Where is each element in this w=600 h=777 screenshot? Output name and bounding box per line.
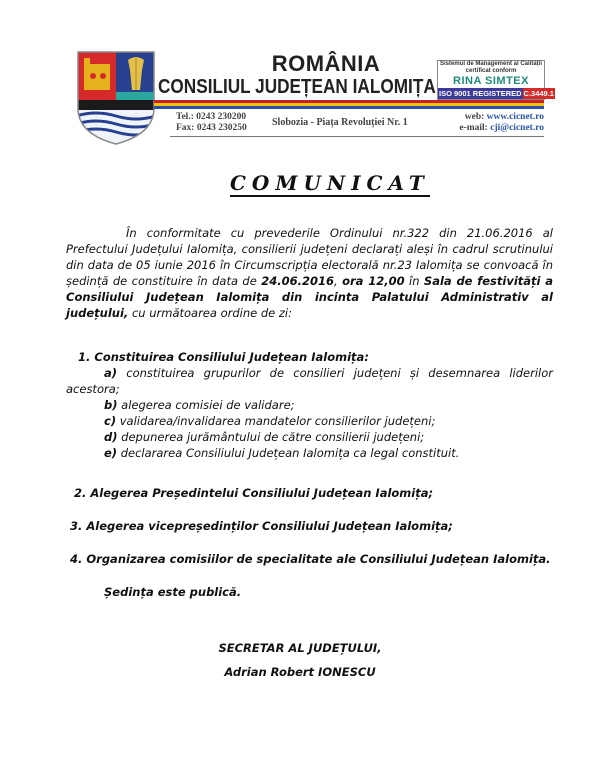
meeting-place: Sala de festivități a Consiliului Județean Ialomița din incinta Palatului Administrativ al județului,	[66, 274, 553, 320]
institution-title-wrap	[158, 76, 434, 98]
intro-text-4: cu următoarea ordine de zi:	[128, 306, 292, 320]
subitem-letter: a)	[104, 366, 118, 380]
cert-code: C.3449.1	[523, 89, 554, 98]
agenda-item-title: 1. Constituirea Consiliului Județean Ialomița:	[78, 350, 369, 364]
fax-number: Fax: 0243 230250	[176, 123, 247, 133]
letterhead	[76, 50, 554, 148]
phone-number: Tel.: 0243 230200	[176, 112, 247, 122]
cert-brand: RINA SIMTEX	[453, 75, 529, 87]
document-title: COMUNICAT	[230, 171, 430, 195]
subitem-text: alegerea comisiei de validare;	[117, 398, 295, 412]
web-link[interactable]: www.cicnet.ro	[486, 112, 544, 122]
signature-name: Adrian Robert IONESCU	[224, 665, 376, 679]
subitem-e	[66, 445, 553, 461]
agenda-item-title: 2. Alegerea Președintelui Consiliului Județean Ialomița;	[74, 486, 434, 500]
phone-block	[176, 112, 247, 134]
agenda-subitems	[66, 365, 553, 461]
intro-text-1: În conformitate cu prevederile Ordinului nr.322 din 21.06.2016 al Prefectului Județului Ialomița, consilierii județeni declarați aleși în cadrul scrutinului din data de 05 iunie 2016 în Circumscripția electorală nr.23 Ialomița se convoacă în ședință de constituire în data de	[66, 226, 553, 288]
header-rule	[170, 136, 544, 137]
agenda-item-title: 4. Organizarea comisiilor de specialitate ale Consiliului Județean Ialomița.	[70, 552, 551, 566]
agenda-item-4	[70, 551, 551, 567]
email-label: e-mail:	[459, 123, 488, 133]
address: Slobozia - Piața Revoluției Nr. 1	[272, 117, 408, 128]
agenda-item-title: 3. Alegerea vicepreședinților Consiliului Județean Ialomița;	[70, 519, 453, 533]
web-block	[444, 112, 544, 134]
signature-role: SECRETAR AL JUDEȚULUI,	[218, 641, 382, 655]
subitem-letter: b)	[104, 398, 118, 412]
agenda-item-3	[70, 518, 453, 534]
tricolor-divider	[154, 100, 544, 109]
public-note	[104, 584, 241, 600]
subitem-text: declararea Consiliului Județean Ialomița ca legal constituit.	[117, 446, 460, 460]
subitem-letter: c)	[104, 414, 117, 428]
subitem-a	[66, 365, 553, 397]
county-coat-of-arms-icon	[76, 50, 156, 146]
subitem-b	[66, 397, 553, 413]
subitem-c	[66, 413, 553, 429]
cert-line-2: certificat conform	[465, 68, 517, 74]
cert-line-1: Sistemul de Management al Calității	[439, 61, 543, 67]
intro-sep: ,	[334, 274, 343, 288]
public-note-text: Ședința este publică.	[104, 585, 242, 599]
intro-text-3: în	[404, 274, 424, 288]
meeting-time: ora 12,00	[342, 274, 405, 288]
cert-iso: ISO 9001 REGISTERED	[439, 89, 522, 98]
subitem-text: constituirea grupurilor de consilieri județeni și desemnarea liderilor acestora;	[66, 366, 553, 396]
subitem-d	[66, 429, 553, 445]
subitem-letter: e)	[104, 446, 118, 460]
intro-paragraph	[66, 225, 553, 321]
subitem-letter: d)	[104, 430, 118, 444]
certification-badge	[437, 60, 554, 100]
web-label: web:	[464, 112, 485, 122]
agenda-item-1	[78, 349, 369, 365]
meeting-date: 24.06.2016	[261, 274, 334, 288]
email-link[interactable]: cji@cicnet.ro	[490, 123, 544, 133]
subitem-text: validarea/invalidarea mandatelor consilierilor județeni;	[116, 414, 436, 428]
institution-title: CONSILIUL JUDEȚEAN IALOMIȚA	[158, 76, 436, 98]
agenda-item-2	[74, 485, 433, 501]
subitem-text: depunerea jurământului de către consilierii județeni;	[117, 430, 425, 444]
country-title: ROMÂNIA	[271, 51, 381, 76]
